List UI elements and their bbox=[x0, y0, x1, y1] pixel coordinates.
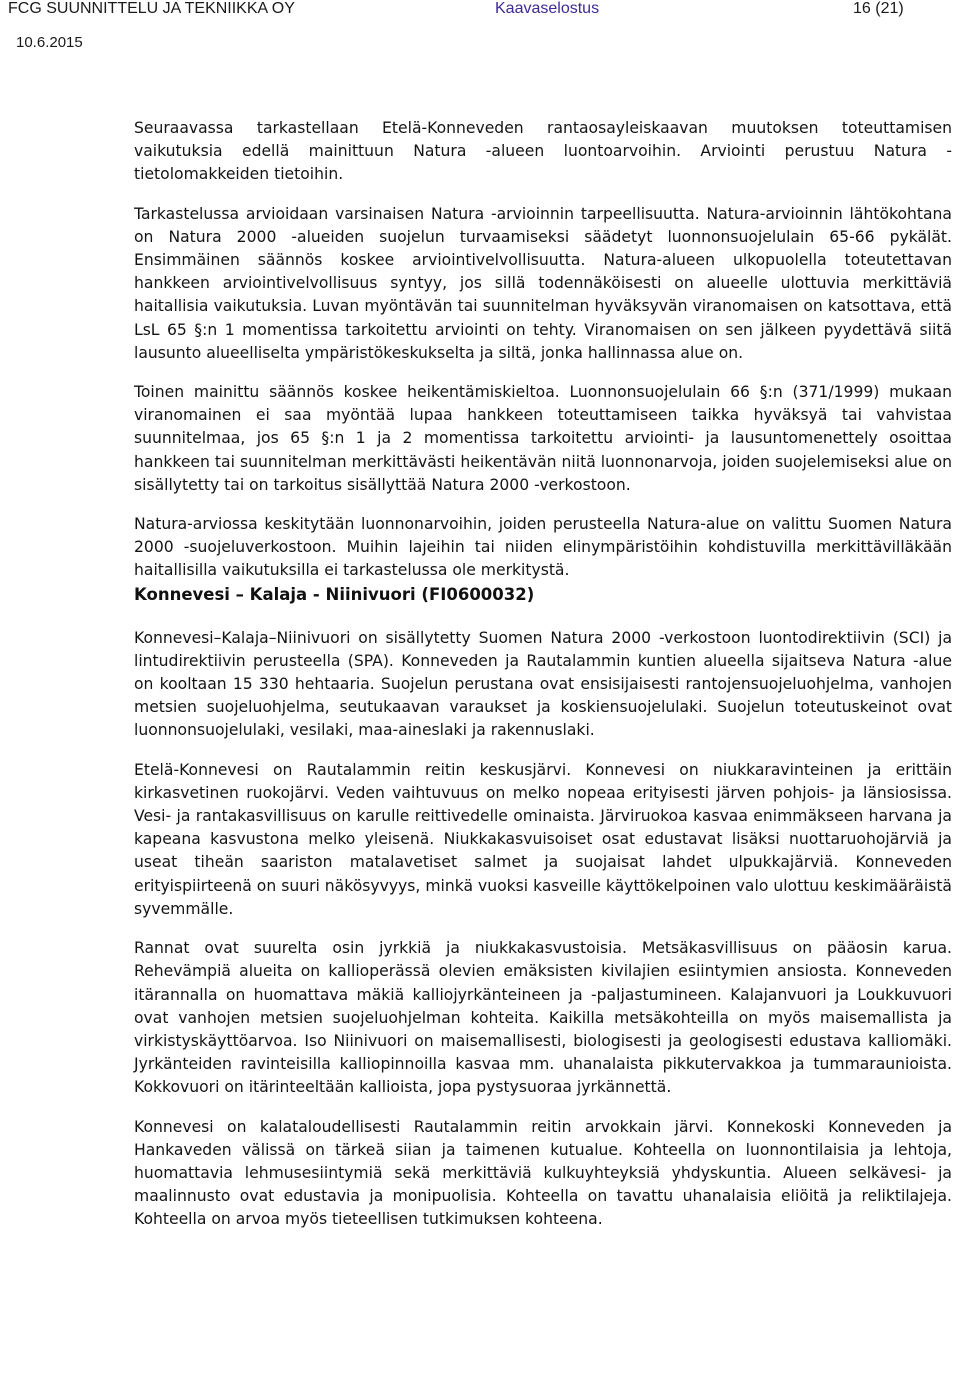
document-body bbox=[134, 117, 952, 1232]
company-name: FCG SUUNNITTELU JA TEKNIIKKA OY bbox=[8, 0, 295, 17]
page-number: 16 (21) bbox=[853, 0, 904, 17]
paragraph-lake-description: Etelä-Konnevesi on Rautalammin reitin keskusjärvi. Konnevesi on niukkaravinteinen ja erittäin kirkasvetinen ruokojärvi. Veden vaihtuvuus on melko nopeaa erityisesti järven pohjois- ja länsiosissa. Vesi- ja rantakasvillisuus on karulle reittivedelle ominaista. Järviruokoa kasvaa enimmäkseen harvana ja kapeana kasvustona melko yleisenä. Niukkakasvuisoiset osat edustavat lisäksi nuottaruohojärviä ja useat tiheän saariston matalavetiset salmet ja suojaisat lahdet ulpukkajärviä. Konneveden erityispiirteenä on suuri näkösyvyys, minkä vuoksi kasveille käyttökelpoinen valo ulottuu keskimääräistä syvemmälle. bbox=[134, 760, 952, 918]
paragraph-site-description: Konnevesi–Kalaja–Niinivuori on sisällytetty Suomen Natura 2000 -verkostoon luontodirektiivin (SCI) ja lintudirektiivin perusteella (SPA). Konneveden ja Rautalammin kuntien alueella sijaitseva Natura -alue on kooltaan 15 330 hehtaaria. Suojelun perustana ovat ensisijaisesti rantojensuojeluohjelma, vanhojen metsien suojeluohjelma, seutukaavan varaukset ja koskiensuojelulaki. Suojelun toteutuskeinot ovat luonnonsuojelulaki, vesilaki, maa-aineslaki ja rakennuslaki. bbox=[134, 628, 952, 740]
document-title: Kaavaselostus bbox=[495, 0, 600, 17]
document-date: 10.6.2015 bbox=[16, 34, 83, 51]
section-heading: Konnevesi – Kalaja - Niinivuori (FI0600032) bbox=[134, 584, 535, 604]
paragraph-fishery-description: Konnevesi on kalataloudellisesti Rautalammin reitin arvokkain järvi. Konnekoski Konneveden ja Hankaveden välissä on tärkeä siian ja taimenen kutualue. Kohteella on luonnontilaisia ja lehtoja, huomattavia lehmusesiintymiä sekä merkittäviä kulkuyhteyksiä yhdyskuntia. Alueen selkävesi- ja maalinnusto ovat edustavia ja monipuolisia. Kohteella on tavattu uhanalaisia eliöitä ja reliktilajeja. Kohteella on arvoa myös tieteellisen tutkimuksen kohteena. bbox=[134, 1117, 952, 1229]
paragraph-deterioration-ban: Toinen mainittu säännös koskee heikentämiskieltoa. Luonnonsuojelulain 66 §:n (371/1999) mukaan viranomainen ei saa myöntää lupaa hankkeen toteuttamiseen taikka hyväksyä tai vahvistaa suunnitelmaa, jos 65 §:n 1 ja 2 momentissa tarkoitettu arviointi- ja lausuntomenettely osoittaa hankkeen tai suunnitelman merkittävästi heikentävän niitä luonnonarvoja, joiden suojelemiseksi alue on sisällytetty tai on tarkoitus sisällyttää Natura 2000 -verkostoon. bbox=[134, 383, 952, 494]
paragraph-shores-description: Rannat ovat suurelta osin jyrkkiä ja niukkakasvustoisia. Metsäkasvillisuus on pääosin karua. Rehevämpiä alueita on kallioperässä olevien emäksisten kivilajien esiintymien ansiosta. Konneveden itärannalla on huomattava mäkiä kalliojyrkänteineen ja -paljastumineen. Kalajanvuori ja Loukkuvuori ovat vanhojen metsien suojeluohjelman kohteita. Kaikilla metsäkohteilla on myös maisemallista ja virkistyskäyttöarvoa. Iso Niinivuori on maisemallisesti, biologisesti ja geologisesti edustava kalliomäki. Jyrkänteiden ravinteisilla kalliopinnoilla kasvaa mm. uhanalaista pikkutervakkoa ja tummaraunioista. Kokkovuori on itärinteeltään kallioista, jopa pystysuoraa jyrkännettä. bbox=[134, 939, 952, 1097]
page-header bbox=[0, 0, 960, 56]
paragraph-intro: Seuraavassa tarkastellaan Etelä-Konneveden rantaosayleiskaavan muutoksen toteuttamisen vaikutuksia edellä mainittuun Natura -alueen luontoarvoihin. Arviointi perustuu Natura -tietolomakkeiden tietoihin. bbox=[134, 119, 952, 184]
paragraph-assessment-basis: Tarkastelussa arvioidaan varsinaisen Natura -arvioinnin tarpeellisuutta. Natura-arvioinnin lähtökohtana on Natura 2000 -alueiden suojelun turvaamiseksi säädetyt luonnonsuojelulain 65-66 pykälät. Ensimmäinen säännös koskee arviointivelvollisuutta. Natura-alueen ulkopuolella toteutettavan hankkeen arviointivelvollisuus syntyy, jos sillä todennäköisesti on alueelle ulottuvia merkittäviä haitallisia vaikutuksia. Luvan myöntävän tai suunnitelman hyväksyvän viranomaisen on katsottava, että LsL 65 §:n 1 momentissa tarkoitettu arviointi on tehty. Viranomaisen on sen jälkeen pyydettävä siitä lausunto alueelliselta ympäristökeskukselta ja siltä, jonka hallinnassa alue on. bbox=[134, 204, 952, 362]
paragraph-natura-focus: Natura-arviossa keskitytään luonnonarvoihin, joiden perusteella Natura-alue on valittu Suomen Natura 2000 -suojeluverkostoon. Muihin lajeihin tai niiden elinympäristöihin kohdistuvilla merkittävilläkään haitallisilla vaikutuksilla ei tarkastelussa ole merkitystä. bbox=[134, 515, 952, 580]
